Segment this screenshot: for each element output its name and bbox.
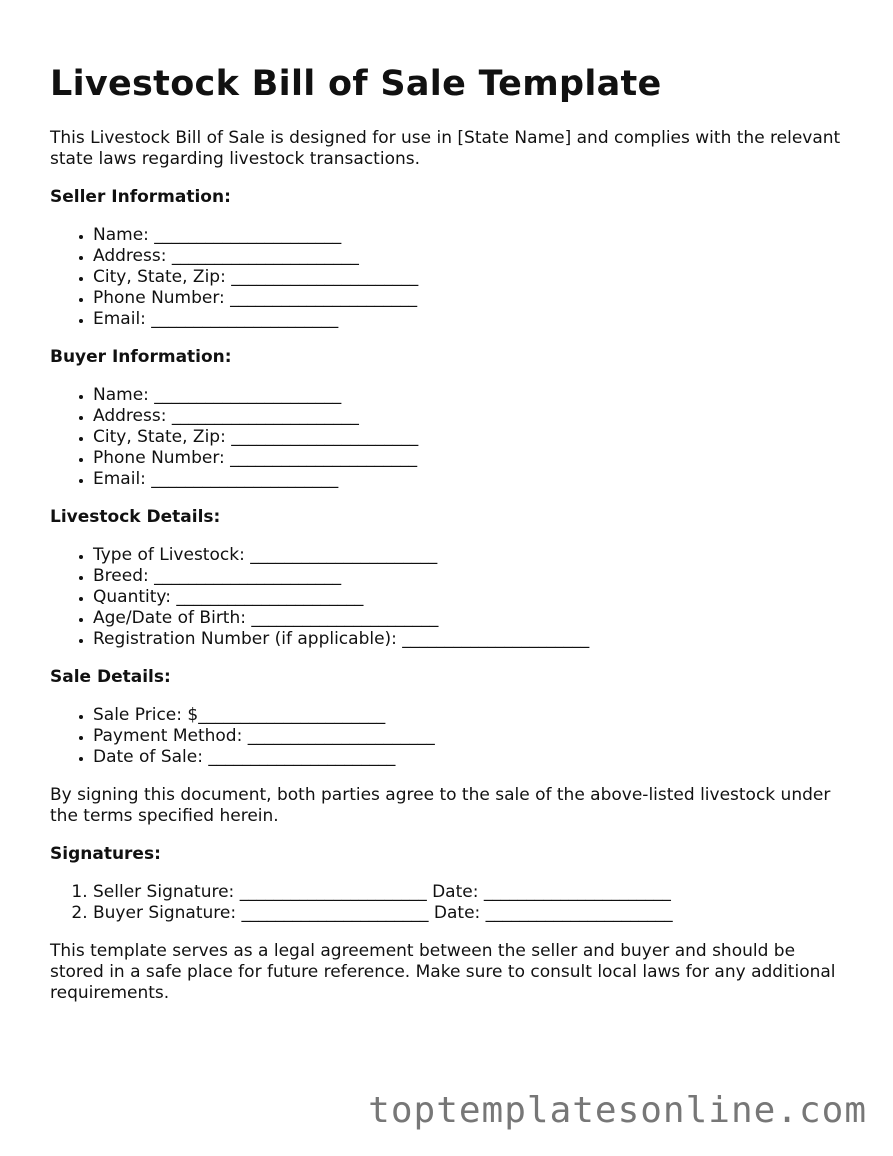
livestock-breed-field: • Breed: ______________________ (93, 566, 850, 587)
seller-email-field: • Email: ______________________ (93, 309, 850, 330)
buyer-heading: Buyer Information: (50, 347, 232, 367)
livestock-heading: Livestock Details: (50, 507, 221, 527)
seller-heading: Seller Information: (50, 187, 231, 207)
buyer-name-field: • Name: ______________________ (93, 385, 850, 406)
sale-heading: Sale Details: (50, 667, 171, 687)
intro-paragraph: This Livestock Bill of Sale is designed for use in [State Name] and complies with the relevant state laws regarding livestock transactions. (50, 128, 841, 169)
sale-list (50, 705, 850, 768)
document-title: Livestock Bill of Sale Template (50, 64, 662, 104)
livestock-age-field: • Age/Date of Birth: ______________________ (93, 608, 850, 629)
sale-date-field: • Date of Sale: ______________________ (93, 747, 850, 768)
seller-address-field: • Address: ______________________ (93, 246, 850, 267)
closing-paragraph: This template serves as a legal agreement between the seller and buyer and should be stored in a safe place for future reference. Make sure to consult local laws for any additional requirements. (50, 941, 836, 1003)
livestock-list (50, 545, 850, 650)
site-watermark: toptemplatesonline.com (368, 1090, 867, 1131)
buyer-address-field: • Address: ______________________ (93, 406, 850, 427)
seller-list (50, 225, 850, 330)
buyer-signature-line: 2. Buyer Signature: ______________________ Date: ______________________ (93, 903, 850, 924)
livestock-type-field: • Type of Livestock: ______________________ (93, 545, 850, 566)
document-page (50, 0, 850, 1004)
signatures-heading: Signatures: (50, 844, 161, 864)
agreement-paragraph: By signing this document, both parties agree to the sale of the above-listed livestock under the terms specified herein. (50, 785, 831, 826)
buyer-phone-field: • Phone Number: ______________________ (93, 448, 850, 469)
livestock-registration-field: • Registration Number (if applicable): ______________________ (93, 629, 850, 650)
seller-signature-line: 1. Seller Signature: ______________________ Date: ______________________ (93, 882, 850, 903)
buyer-email-field: • Email: ______________________ (93, 469, 850, 490)
seller-name-field: • Name: ______________________ (93, 225, 850, 246)
seller-phone-field: • Phone Number: ______________________ (93, 288, 850, 309)
payment-method-field: • Payment Method: ______________________ (93, 726, 850, 747)
buyer-city-state-zip-field: • City, State, Zip: ______________________ (93, 427, 850, 448)
livestock-quantity-field: • Quantity: ______________________ (93, 587, 850, 608)
buyer-list (50, 385, 850, 490)
sale-price-field: • Sale Price: $______________________ (93, 705, 850, 726)
signatures-list (50, 882, 850, 924)
seller-city-state-zip-field: • City, State, Zip: ______________________ (93, 267, 850, 288)
